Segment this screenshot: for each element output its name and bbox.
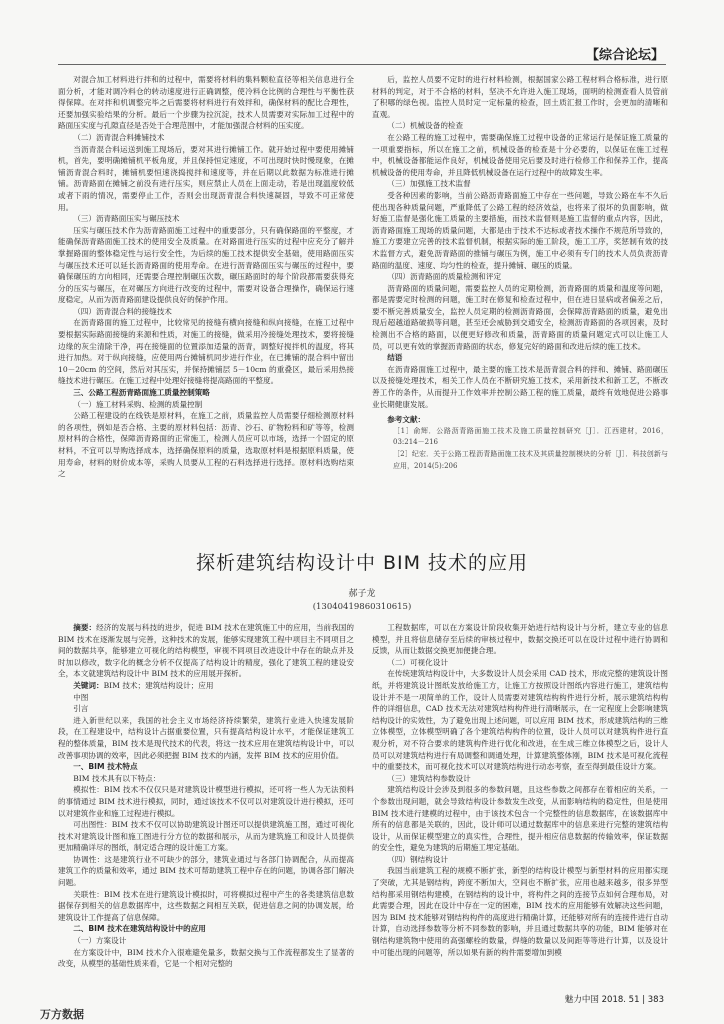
keywords-text: BIM 技术；建筑结构设计；应用 xyxy=(103,680,214,690)
section-heading: 一、BIM 技术特点 xyxy=(73,762,138,772)
section-heading: （三）建筑结构参数设计 xyxy=(387,773,471,783)
paragraph: 工程数据库，可以在方案设计阶段收集开始进行结构设计与分析，建立专业的信息模型，并且将信息储存至后续的审核过程中，数据交换还可以在设计过程中进行协调和反馈，从而让数据交换更加便捷合理。 xyxy=(372,623,668,656)
section-heading: 结语 xyxy=(387,353,403,363)
section-heading: （三）加强施工技术监督 xyxy=(387,179,471,189)
reference-item: ［2］纪宏．关于公路工程沥青路面施工技术及其质量控制模块的分析［J］．科技创新与应用，2014(5):206 xyxy=(393,450,668,470)
abstract xyxy=(58,622,354,703)
abstract-text: 经济的发展与科技的进步，促进 BIM 技术在建筑施工中的应用，当前我国的 BIM 技术在逐渐发展与完善，这种技术的发展，能够实现建筑工程中项目主不同项目之间的数据共享，能够建立可视化的结构模型，审视不同项目改进设计中存在的缺点并及时加以修改，数字化的概念分析不仅提高了结构设计的精度，强化了建筑工程的建设安全，本文就建筑结构设计中 BIM 技术的应用展开探析。 xyxy=(58,623,354,679)
reference-item: ［1］俞辉．公路沥青路面施工技术及施工质量控制研究［J］．江西建材，2016，03:214－216 xyxy=(393,426,668,447)
paragraph: 建筑结构设计会涉及到很多的参数问题，且这些参数之间都存在着相应的关系，一个参数出现问题，就会导致结构设计参数发生改变，从而影响结构的稳定性，但是使用 BIM 技术进行建模的过程中，由于该技术包含一个完整性的信息数据库，在该数据库中所有的信息都是关联的，因此，设计师可以通过数据库中的信息来进行完整的建筑结构设计，从而保证模型建立的真实性，合理性，提升相应信息数据的传输效率，保证数据的安全性，避免为建筑的后期施工埋定基础。 xyxy=(372,785,668,853)
section-heading: （三）沥青路面压实与碾压技术 xyxy=(73,214,180,224)
article-affiliation: (13040419860310615) xyxy=(312,602,412,612)
keywords-label: 关键词： xyxy=(73,680,104,690)
journal-name: 魅力中国 2018. 51 xyxy=(564,995,640,1005)
paragraph: 对混合加工材料进行拌和的过程中，需要将材料的集料颗粒直径等相关信息进行全面分析，才能对调冷料仓的转动速度进行正确调整，使冷料仓比例的合理性与平衡性获得保障。在对拌和机调整完毕之后需要将材料进行有效拌和，确保材料的配比合理性，还要加强实验结果的分析。最后一个步骤为拉沉淀，技术人员需要对实际加工过程中的路面压实度与孔隙直径是否处于合理范围中，才能加强混合材料的压实度。 xyxy=(58,75,354,131)
abstract-label: 摘要： xyxy=(73,623,97,632)
footer-separator: | xyxy=(642,995,648,1005)
wanfang-watermark: 万方数据 xyxy=(40,1008,84,1021)
paragraph: 在公路工程的施工过程中，需要确保施工过程中设备的正常运行是保证施工质量的一项重要指标，所以在施工之前，机械设备的检查是十分必要的，以保证在施工过程中，机械设备都能运作良好，机械设备使用完后要及时进行检修工作和保养工作，提高机械设备的使用寿命，并且降低机械设备在运行过程中的故障发生率。 xyxy=(372,132,668,177)
paragraph: 在沥青路面的施工过程中，比较常见的接缝有横向接缝和纵向接缝，在施工过程中要根据实际路面接缝的来源和性质，对施工的接缝，做采用冷接缝处理技术，要将接缝边缘的灰尘清除干净，再在接缝面的位置添加适量的沥青，调整好搅拌机的温度，将其进行加热。对于纵向接缝，应使用两台摊铺机同步进行作业，在已摊铺的混合料中留出 10－20cm 的空间，然后对其压实，并保持摊铺层 5－10cm 的重叠区，最后采用热接缝技术进行碾压。在施工过程中处理好接缝将提高路面的平整度。 xyxy=(58,318,354,386)
paragraph: 受各种因素的影响，当前公路沥青路面施工中存在一些问题，导致公路在车不久后使出现各种质量问题，严重降低了公路工程的经济效益，也将来了很坏的负面影响，做好施工监督是强化施工质量的主要措施，而技术监督则是施工监督的重点内容，因此，沥青路面施工现场的质量问题，大都是由于技术不达标或者技术操作不规范所导致的，施工方要建立完善的技术监督机制，根据实际的施工阶段，施工工序，奖惩制有效的技术监督方式，避免沥青路面的推铺与碾压为例，施工中必须有专门的技术人员负责沥青路面的温度、速度、均匀性的检查，提升摊铺、碾压的质量。 xyxy=(372,190,668,270)
section-heading: （四）沥青路面的质量检测和评定 xyxy=(387,272,502,282)
paragraph: 在方案设计中，BIM 技术介入很难避免量多，数据交换与工作流程都发生了显著的改变，从模型的基础性质来看，它是一个相对完整的 xyxy=(58,947,354,969)
section-heading: 引言 xyxy=(73,704,89,714)
paragraph: 在沥青路面施工过程中，最主要的施工技术是沥青混合料的拌和、摊铺、路面碾压以及接缝处理技术，相关工作人员在不断研究施工技术，采用新技术和新工艺，不断改善工作的条件，从而提升工作效率并控制公路工程的施工质量，最终有效地促进公路事业长期健康发展。 xyxy=(372,364,668,409)
section-tag: 【综合论坛】 xyxy=(585,48,664,63)
paragraph: 当沥青混合料运送到施工现场后，要对其进行摊铺工作。就开始过程中要使用摊铺机，首先，要明确摊铺机平板角度，并且保持恒定速度，不可出现时快时慢现象，在摊铺沥青混合料时，摊铺机要恒速浇捣搅拌和速度等，并在后期以此数据为标准进行摊铺。沥青路面在摊铺之前没有进行压实，则应禁止人员在上面走动，若是出现温度较低或者下雨的情况，需要停止工作，否则会出现沥青混合料快速凝固，导致不可正常使用。 xyxy=(58,144,354,212)
paragraph: 沥青路面的质量问题，需要监控人员的定期检测，沥青路面的质量和温度等问题，都是需要定时检测的问题，施工时在修复和检查过程中，但在进日显病或者偏差之后，要不断完善质量安全，监控人员定期的检测沥青路面，会保障沥青路面的质量，避免出现后超越道路破损等问题，甚至还会威胁到交通安全，检测沥青路面的各项因素，及时检测出不合格的路面，以便更好修改和质量，沥青路面的质量问题定式可以让施工人员，可以更有效的掌握沥青路面的状态，修复完好的路面和改进后续的施工技术。 xyxy=(372,283,668,351)
section-heading: 参考文献： xyxy=(387,415,426,425)
section-heading: （四）沥青混合料的接缝技术 xyxy=(73,306,172,316)
section-heading: （二）可视化设计 xyxy=(387,657,448,667)
paragraph: 在传统建筑结构设计中，大多数设计人员会采用 CAD 技术，形成完整的建筑设计图纸，并将建筑设计图纸发放给施工方，让施工方按照设计图纸内容进行施工，建筑结构设计并不是一项简单的工作，设计人员需要对建筑结构构件进行分析，展示建筑结构构件的详细信息，CAD 技术无法对建筑结构构件进行清晰展示，在一定程度上会影响建筑结构设计的实效性，为了避免出现上述问题，可以应用 BIM 技术，形成建筑结构的三维立体模型，立体模型明确了各个建筑结构构件的位置，设计人员可以对建筑构件进行直观分析，对不符合要求的建筑构件进行优化和改进，在生成三维立体模型之后，设计人员可以对建筑结构进行有局调整和调通处理，计算建筑整体刚，BIM 技术是可视化流程中的重要技术，而可视化技术可以对建筑结构进行动态考察，查至得到最佳设计方案。 xyxy=(372,669,668,772)
header-rule xyxy=(58,64,666,65)
section-heading: （四）钢结构设计 xyxy=(387,854,448,864)
paragraph: 公路工程建设的在线铁是原材料，在施工之前，质量监控人员需要仔细检测原材料的各项性，例如是否合格、主要的原材料包括：沥青、沙石、矿物粉料和矿等等，检测原材料的合格性，保障沥青路面的正常施工，检测人员应可以市场，选择一个固定的原材料，不宜可以导购选择成本，选择确保原料的质量，选取原材料是根据原料质量，使用寿命，材料的财价成本等，采购人员要从工程的石料选择进行选择。原材料选购结束之 xyxy=(58,411,354,479)
paragraph: 关联性：BIM 技术在进行建筑设计模拟时，可将模拟过程中产生的各类建筑信息数据保存到相关的信息数据库中，这些数据之间相互关联，促进信息之间的协调发展，给建筑设计工作提高了信息保障。 xyxy=(58,889,354,922)
article-author: 郝子龙 xyxy=(348,589,376,599)
paragraph: 进入新世纪以来，我国的社会主义市场经济持续繁荣，建筑行业进入快速发展阶段，在工程建设中，结构设计占据重要位置，只有提高结构设计水平，才能保证建筑工程的整体质量，BIM 技术是现代技术的代表，将这一技术应用在建筑结构设计中，可以改善事项协调的效率，因此必须把握 BIM 技术的内涵，发挥 BIM 技术的应用价值。 xyxy=(58,715,354,760)
section-heading: 二、BIM 技术在建筑结构设计中的应用 xyxy=(73,924,206,934)
paragraph: BIM 技术具有以下特点： xyxy=(73,773,161,783)
article-title: 探析建筑结构设计中 BIM 技术的应用 xyxy=(195,552,529,574)
section-heading: 三、公路工程沥青路面施工质量控制策略 xyxy=(73,388,210,398)
prev-article-left-column xyxy=(58,74,354,548)
section-heading: （二）沥青混合料摊铺技术 xyxy=(73,132,165,142)
section-heading: （一）方案设计 xyxy=(73,936,127,946)
section-heading: （二）机械设备的检查 xyxy=(387,121,464,131)
paragraph: 模拟性：BIM 技术不仅仅只是对建筑设计模型进行模拟，还可将一些人为无法预料的事情通过 BIM 技术进行模拟，同时，通过该技术不仅可以对建筑设计进行模拟，还可以对建筑作业和施工过程进行模拟。 xyxy=(58,785,354,818)
page-number: 383 xyxy=(647,995,664,1005)
paragraph: 后，监控人员要不定时的进行材料检测，根据国家公路工程材料合格标准，进行原材料的判定，对于不合格的材料，坚决不允许进入施工现场，面明的检测查看人员管前了积哪的绿色视。监控人员时定一定标量的检查，回土质汇报工作时，会更加的清晰和直观。 xyxy=(372,75,668,119)
paragraph: 我国当前建筑工程的规模不断扩张，新型的结构设计模型与新型材料的应用都实现了突破，尤其是钢结构，跨度不断加大，空间也不断扩张，应用也越来越多，很多异型结构都采用钢结构建模，在钢结构的设计中，将构件之间的连接节点如何合理布局，对此需要合理，因此在设计中存在一定的困难，BIM 技术的应用能够有效解决这些问题，因为 BIM 技术能够对钢结构构件的高度进行精确计算，还能够对所有的连接件进行自动计算，自动选择参数等分析不同参数的影响，并且通过数据共享的功能，BIM 能够对在钢结构建筑物中使用的高强螺栓的数量，焊缝的数量以及间距等等进行计算，以及设计中可能出现的问题等，所以如果有新的构件需要增加到模 xyxy=(372,866,668,957)
prev-article-right-column xyxy=(372,74,668,548)
article-left-body xyxy=(58,703,354,970)
paragraph: 协调性：这是建筑行业不可缺少的部分，建筑业通过与各部门协调配合，从而提高建筑工作的质量和效率，通过 BIM 技术可帮助建筑工程中存在的问题，协调各部门解决问题。 xyxy=(58,854,354,888)
zhongtu-label: 中图 xyxy=(73,692,89,702)
paragraph: 可出图性：BIM 技术不仅可以协助建筑设计图还可以提供建筑施工图，通过可视化技术对建筑设计图和施工图进行分方位的数据和展示，从而为建筑施工和设计人员提供更加精确详尽的图纸，制定适合理的设计施工方案。 xyxy=(58,820,354,853)
paragraph: 压实与碾压技术作为沥青路面施工过程中的重要部分，只有确保路面的平整度，才能确保沥青路面施工技术的使用安全及质量。在对路面进行压实的过程中应充分了解并掌握路面的整体稳定性与运行安全性，为后续的施工技术提供安全基础，使用路面压实与碾压技术还可以延长沥青路面的使用寿命。在进行沥青路面压实与碾压的过程中，要确保碾压的方向相同，还需要合理控制碾压次数，碾压路面时的每个阶段都需要获得充分的压实与碾压，在对碾压方向进行改变的过程中，需要对设备合理操作，确保运行速度稳定，从而为沥青路面建设提供良好的保护作用。 xyxy=(58,225,354,305)
article-left-column xyxy=(58,622,354,969)
section-heading: （一）施工材料采购、检测的质量控制 xyxy=(73,399,203,409)
article-right-column xyxy=(372,622,668,957)
page-footer xyxy=(565,993,664,1005)
